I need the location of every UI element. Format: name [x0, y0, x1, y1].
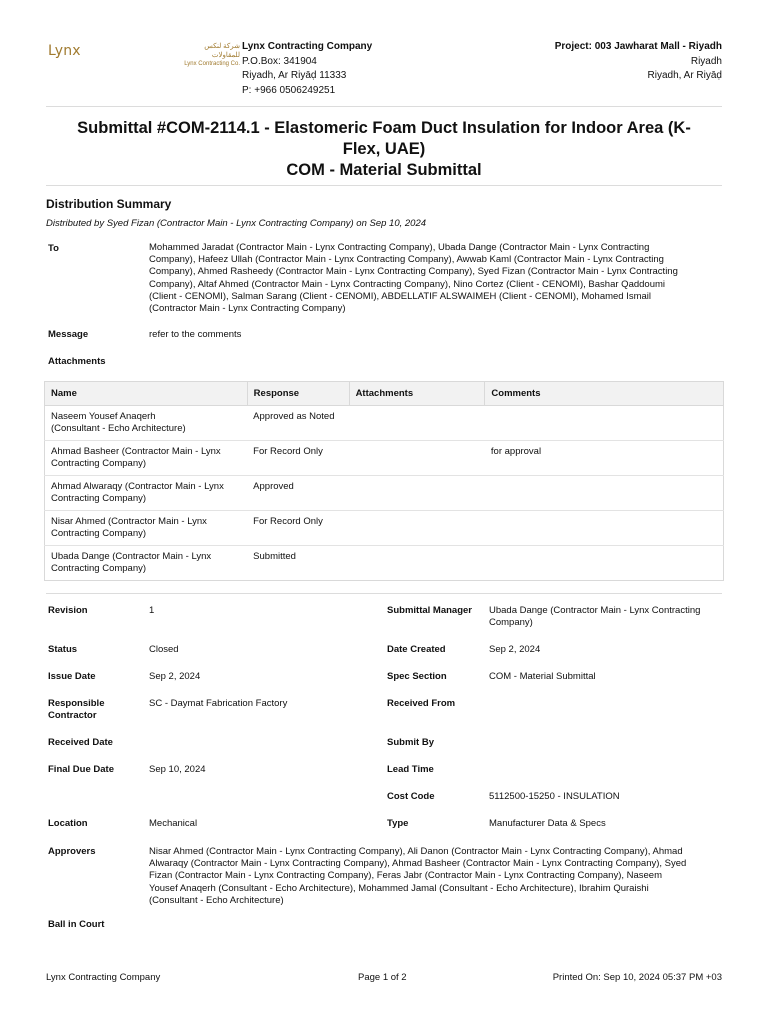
- project-address-line: Riyadh, Ar Riyāḍ: [647, 70, 722, 81]
- small-logo-arabic: شركة لنكس للمقاولات: [204, 43, 240, 59]
- small-logo-english: Lynx Contracting Co.: [184, 61, 240, 67]
- responsible-contractor-value: SC - Daymat Fabrication Factory: [149, 698, 288, 709]
- submittal-title: [46, 118, 722, 181]
- responder-name-line: Contracting Company): [51, 458, 147, 469]
- table-row: [45, 406, 724, 441]
- submit-by-label: Submit By: [387, 737, 434, 748]
- recipients-line: Company), Hafeez Ullah (Contractor Main - Lynx Contracting Company), Awwab Kaml (Contractor Main - Lynx Contracting: [149, 254, 664, 266]
- approvers-line: Fizan (Contractor Main - Lynx Contracting Company), Feras Jabr (Contractor Main - Lynx Contracting Company), Naseem: [149, 870, 663, 882]
- location-value: Mechanical: [149, 818, 198, 829]
- approvers-line: Nisar Ahmed (Contractor Main - Lynx Contracting Company), Ali Danon (Contractor Main - Lynx Contracting Company), Ahmad: [149, 846, 683, 857]
- status-value: Closed: [149, 644, 179, 655]
- responder-name-line: (Consultant - Echo Architecture): [51, 423, 186, 434]
- label-line: Responsible: [48, 698, 105, 709]
- value-line: Company): [489, 617, 533, 629]
- responder-name-line: Contracting Company): [51, 563, 147, 574]
- title-subtitle: COM - Material Submittal: [286, 161, 482, 179]
- date-created-label: Date Created: [387, 644, 446, 655]
- project-address-line: Riyadh: [690, 55, 722, 67]
- table-row: [45, 476, 724, 511]
- distribution-summary-heading: Distribution Summary: [46, 197, 172, 211]
- table-row: [45, 546, 724, 581]
- company-phone: P: +966 0506249251: [242, 84, 336, 96]
- value-line: Ubada Dange (Contractor Main - Lynx Contracting: [489, 605, 701, 616]
- response-value: Submitted: [253, 551, 296, 562]
- response-comments: [485, 546, 724, 581]
- project-name: Project: 003 Jawharat Mall - Riyadh: [554, 41, 722, 52]
- company-block: [242, 40, 372, 98]
- issue-date-label: Issue Date: [48, 671, 96, 682]
- divider: [46, 106, 722, 107]
- attachments-label: Attachments: [48, 356, 106, 367]
- document-header: [46, 40, 722, 100]
- company-address-line: P.O.Box: 341904: [242, 55, 317, 67]
- location-label: Location: [48, 818, 88, 829]
- response-value: Approved as Noted: [247, 406, 349, 441]
- message-label: Message: [48, 329, 89, 340]
- footer-page-number: Page 1 of 2: [358, 972, 407, 983]
- spec-section-value: COM - Material Submittal: [489, 671, 596, 682]
- recipients-line: Mohammed Jaradat (Contractor Main - Lynx Contracting Company), Ubada Dange (Contractor Main - Lynx Contracting: [149, 242, 650, 253]
- submittal-manager-label: Submittal Manager: [387, 605, 472, 616]
- response-value: For Record Only: [247, 511, 349, 546]
- responder-name-line: Contracting Company): [51, 493, 147, 504]
- issue-date-value: Sep 2, 2024: [149, 671, 201, 682]
- company-small-logo: [176, 42, 240, 69]
- approvers-label: Approvers: [48, 846, 96, 857]
- company-address-line: Riyadh, Ar Riyāḍ 11333: [242, 70, 347, 81]
- responder-name: [45, 476, 248, 511]
- received-date-label: Received Date: [48, 737, 113, 748]
- divider: [46, 185, 722, 186]
- responder-name: [45, 406, 248, 441]
- recipients-line: (Client - CENOMI), Salman Sarang (Client - CENOMI), ABDELLATIF ALSWAIMEH (Client - CENOMI), Mohamed Ismail: [149, 290, 652, 302]
- response-attachments: [349, 441, 485, 476]
- lead-time-label: Lead Time: [387, 764, 434, 775]
- title-line: Flex, UAE): [342, 140, 426, 158]
- responder-name: [45, 546, 248, 581]
- responder-name: [45, 511, 248, 546]
- to-recipients: [149, 242, 724, 315]
- table-row: [45, 511, 724, 546]
- divider: [46, 593, 722, 594]
- project-block: [555, 40, 722, 84]
- final-due-date-label: Final Due Date: [48, 764, 114, 775]
- approvers-line: Alwaraqy (Contractor Main - Lynx Contracting Company), Ahmad Basheer (Contractor Main - Lynx Contracting Company), Syed: [149, 858, 687, 870]
- table-header-row: [45, 382, 724, 406]
- submittal-manager-value: [489, 605, 724, 629]
- approvers-value: [149, 846, 724, 907]
- revision-value: 1: [149, 605, 155, 616]
- message-value: refer to the comments: [149, 329, 242, 340]
- responsible-contractor-label: [48, 698, 105, 722]
- type-label: Type: [387, 818, 409, 829]
- ball-in-court-label: Ball in Court: [48, 919, 105, 930]
- lynx-logo: Lynx: [48, 43, 81, 59]
- response-value: Approved: [247, 476, 349, 511]
- recipients-line: Company), Altaf Ahmed (Contractor Main - Lynx Contracting Company), Nino Cortez (Client - CENOMI), Bashar Qaddoumi: [149, 278, 666, 290]
- response-comments: for approval: [485, 441, 724, 476]
- column-header-response: Response: [247, 382, 349, 406]
- type-value: Manufacturer Data & Specs: [489, 818, 606, 829]
- response-comments: [485, 476, 724, 511]
- spec-section-label: Spec Section: [387, 671, 447, 682]
- column-header-attachments: Attachments: [349, 382, 485, 406]
- responder-name-line: Ahmad Basheer (Contractor Main - Lynx: [51, 446, 221, 457]
- footer-company: Lynx Contracting Company: [46, 972, 161, 983]
- title-line: Submittal #COM-2114.1 - Elastomeric Foam Duct Insulation for Indoor Area (K-: [77, 119, 691, 137]
- column-header-name: Name: [45, 382, 248, 406]
- response-attachments: [349, 406, 485, 441]
- recipients-line: Company), Ahmed Rasheedy (Contractor Main - Lynx Contracting Company), Syed Fizan (Contractor Main - Lynx Contracting: [149, 266, 678, 278]
- table-row: [45, 441, 724, 476]
- footer-printed-on: Printed On: Sep 10, 2024 05:37 PM +03: [552, 972, 722, 983]
- column-header-comments: Comments: [485, 382, 724, 406]
- response-attachments: [349, 476, 485, 511]
- responder-name-line: Contracting Company): [51, 528, 147, 539]
- recipients-line: (Contractor Main - Lynx Contracting Company): [149, 303, 346, 315]
- status-label: Status: [48, 644, 78, 655]
- company-name: Lynx Contracting Company: [242, 41, 373, 52]
- date-created-value: Sep 2, 2024: [489, 644, 541, 655]
- distributed-by: Distributed by Syed Fizan (Contractor Main - Lynx Contracting Company) on Sep 10, 2024: [46, 218, 427, 229]
- responder-name-line: Ahmad Alwaraqy (Contractor Main - Lynx: [51, 481, 224, 492]
- responder-name-line: Naseem Yousef Anaqerh: [51, 411, 156, 422]
- response-comments: [485, 511, 724, 546]
- response-comments: [485, 406, 724, 441]
- revision-label: Revision: [48, 605, 88, 616]
- responses-table: [44, 381, 724, 581]
- to-label: To: [48, 243, 59, 254]
- approvers-line: Yousef Anaqerh (Consultant - Echo Architecture), Mohammed Jamal (Consultant - Echo Architecture), Ibrahim Quraishi: [149, 882, 649, 894]
- responder-name-line: Nisar Ahmed (Contractor Main - Lynx: [51, 516, 207, 527]
- response-value: For Record Only: [247, 441, 349, 476]
- cost-code-label: Cost Code: [387, 791, 435, 802]
- responder-name: [45, 441, 248, 476]
- responder-name-line: Ubada Dange (Contractor Main - Lynx: [51, 551, 212, 562]
- label-line: Contractor: [48, 710, 97, 722]
- response-attachments: [349, 546, 485, 581]
- approvers-line: (Consultant - Echo Architecture): [149, 894, 284, 906]
- response-attachments: [349, 511, 485, 546]
- final-due-date-value: Sep 10, 2024: [149, 764, 206, 775]
- cost-code-value: 5112500-15250 - INSULATION: [489, 791, 620, 802]
- received-from-label: Received From: [387, 698, 456, 709]
